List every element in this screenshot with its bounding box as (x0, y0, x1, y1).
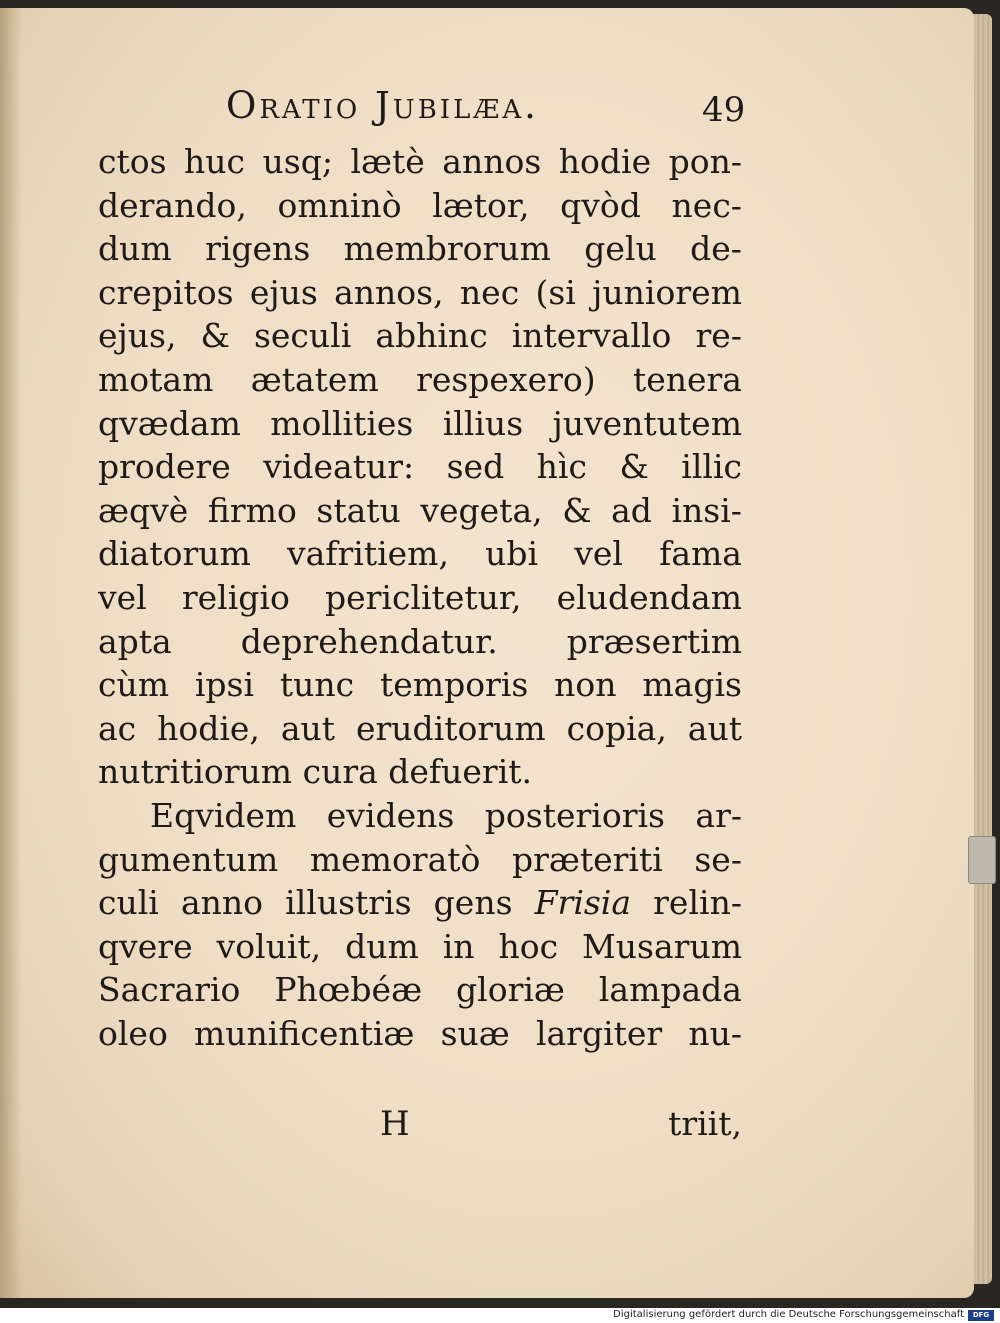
body-text (98, 140, 742, 1055)
text-line: culi anno illustris gens Frisia relin- (98, 881, 742, 925)
text-line: vel religio periclitetur, eludendam (98, 577, 742, 617)
gutter-shadow (0, 8, 22, 1298)
page-foot (98, 1104, 742, 1148)
funding-credit: Digitalisierung gefördert durch die Deutsche Forschungsgemeinschaft (613, 1309, 964, 1320)
text-line: prodere videatur: sed hìc & illic (98, 447, 742, 487)
text-line-paragraph-start: Eqvidem evidens posterioris ar- (150, 795, 742, 835)
text-line: diatorum vafritiem, ubi vel fama (98, 534, 742, 574)
text-line: qvædam mollities illius juventutem (98, 403, 742, 443)
text-line: cùm ipsi tunc temporis non magis (98, 665, 742, 705)
text-line: qvere voluit, dum in hoc Musarum (98, 926, 742, 966)
page-number: 49 (702, 90, 746, 130)
text-line: apta deprehendatur. præsertim (98, 621, 742, 661)
italic-name: Frisia (534, 883, 632, 923)
text-line: gumentum memoratò præteriti se- (98, 839, 742, 879)
text-line: æqvè firmo statu vegeta, & ad insi- (98, 490, 742, 530)
dfg-logo-icon: DFG (968, 1310, 994, 1321)
text-line: derando, omninò lætor, qvòd nec- (98, 185, 742, 225)
credit-bar (0, 1308, 1000, 1323)
text-line: oleo munificentiæ suæ largiter nu- (98, 1013, 742, 1053)
text-line: ejus, & seculi abhinc intervallo re- (98, 316, 742, 356)
text-line: ctos huc usq; lætè annos hodie pon- (98, 142, 742, 181)
text-line: motam ætatem respexero) tenera (98, 359, 742, 399)
text-line-paragraph-end: nutritiorum cura defuerit. (98, 752, 532, 792)
text-line: ac hodie, aut eruditorum copia, aut (98, 708, 742, 748)
text-line: Sacrario Phœbéæ gloriæ lampada (98, 970, 742, 1010)
catchword: triit, (668, 1104, 742, 1143)
signature-mark: H (380, 1104, 410, 1144)
running-head: Oratio Jubilæa. (226, 84, 539, 127)
text-line: crepitos ejus annos, nec (si juniorem (98, 272, 742, 312)
text-line: dum rigens membrorum gelu de- (98, 229, 742, 269)
bookmark-tab (968, 836, 996, 884)
